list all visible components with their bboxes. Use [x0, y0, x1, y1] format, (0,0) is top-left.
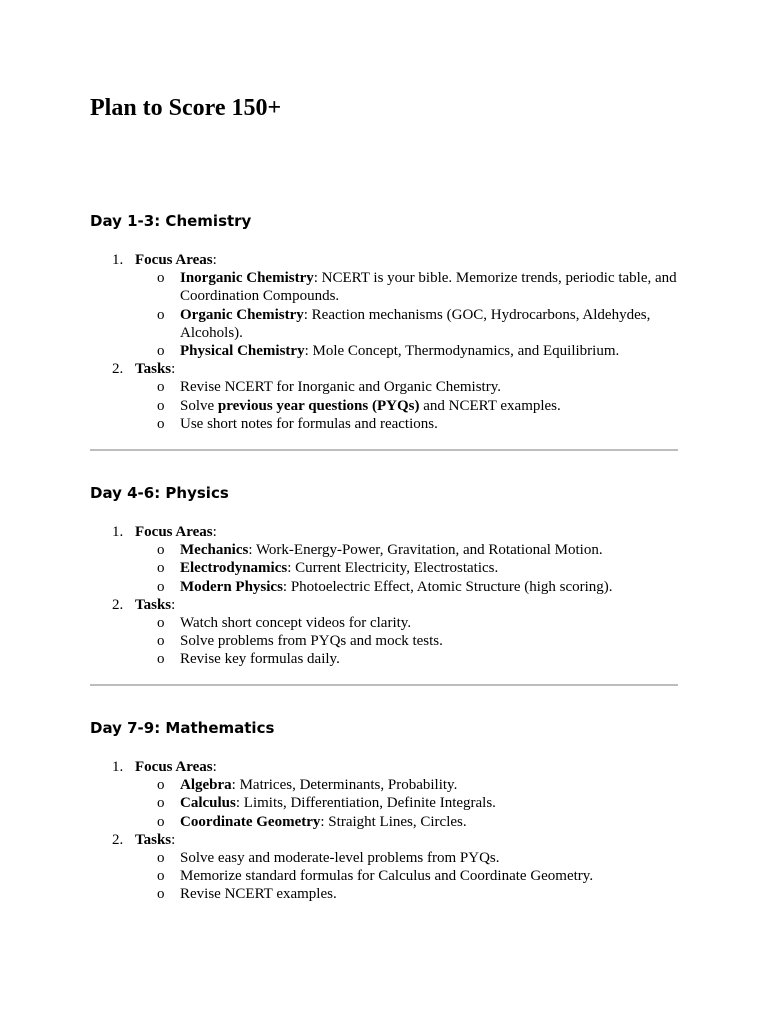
- bullet-marker: o: [157, 343, 165, 360]
- list-number: 1.: [112, 524, 124, 540]
- item-text: : Work-Energy-Power, Gravitation, and Rotational Motion.: [248, 542, 603, 559]
- list-item: [135, 849, 680, 867]
- item-text: : Current Electricity, Electrostatics.: [287, 560, 499, 577]
- item-text-post: and NCERT examples.: [419, 397, 561, 414]
- bullet-marker: o: [157, 379, 165, 396]
- tasks-label: Tasks: [135, 361, 172, 378]
- label-colon: :: [212, 252, 217, 268]
- item-text: Solve problems from PYQs and mock tests.: [180, 633, 443, 650]
- list-item: [135, 776, 680, 794]
- item-text: : Mole Concept, Thermodynamics, and Equilibrium.: [304, 343, 620, 360]
- bullet-marker: o: [157, 415, 165, 432]
- tasks-item: [90, 596, 680, 669]
- bullet-marker: o: [157, 397, 165, 414]
- label-colon: :: [171, 596, 176, 613]
- list-item: [135, 269, 680, 305]
- section-mathematics: [90, 715, 680, 904]
- item-text: Revise NCERT examples.: [180, 886, 337, 903]
- list-item: [135, 614, 680, 632]
- list-number: 2.: [112, 596, 124, 613]
- focus-areas-label: Focus Areas: [135, 252, 213, 268]
- item-text-pre: Solve: [180, 397, 218, 414]
- list-item: [135, 632, 680, 650]
- label-colon: :: [171, 361, 176, 378]
- focus-areas-item: [90, 251, 680, 360]
- list-number: 1.: [112, 252, 124, 268]
- section-heading: Day 4-6: Physics: [90, 484, 229, 502]
- tasks-item: [90, 831, 680, 904]
- item-text: Revise NCERT for Inorganic and Organic Chemistry.: [180, 379, 501, 396]
- section-list: [90, 251, 680, 433]
- item-text: : Photoelectric Effect, Atomic Structure (high scoring).: [282, 578, 613, 595]
- item-bold-text: Coordinate Geometry: [180, 813, 321, 830]
- tasks-label: Tasks: [135, 831, 172, 848]
- item-bold-text: Calculus: [180, 795, 236, 812]
- list-item: [135, 397, 680, 415]
- item-text: : Reaction mechanisms (GOC, Hydrocarbons, Aldehydes, Alcohols).: [180, 306, 651, 341]
- item-bold-text: Inorganic Chemistry: [180, 270, 314, 287]
- item-text: : Straight Lines, Circles.: [320, 813, 467, 830]
- list-item: [135, 885, 680, 903]
- tasks-list: [135, 614, 680, 669]
- item-bold-text: previous year questions (PYQs): [217, 397, 420, 414]
- item-text: Solve easy and moderate-level problems from PYQs.: [180, 850, 500, 867]
- list-item: [135, 342, 680, 360]
- list-item: [135, 650, 680, 668]
- bullet-marker: o: [157, 542, 165, 559]
- bullet-marker: o: [157, 886, 165, 903]
- focus-areas-list: [135, 541, 680, 596]
- bullet-marker: o: [157, 777, 165, 794]
- item-text: Revise key formulas daily.: [180, 651, 340, 668]
- focus-areas-list: [135, 269, 680, 360]
- section-chemistry: [90, 208, 680, 433]
- item-text: : Matrices, Determinants, Probability.: [231, 777, 458, 794]
- list-item: [135, 813, 680, 831]
- item-bold-text: Modern Physics: [180, 578, 283, 595]
- bullet-marker: o: [157, 850, 165, 867]
- bullet-marker: o: [157, 813, 165, 830]
- bullet-marker: o: [157, 270, 165, 287]
- item-text: Memorize standard formulas for Calculus and Coordinate Geometry.: [180, 868, 594, 885]
- list-number: 2.: [112, 361, 124, 378]
- section-list: [90, 523, 680, 669]
- focus-areas-list: [135, 776, 680, 831]
- bullet-marker: o: [157, 633, 165, 650]
- section-divider: [90, 449, 678, 451]
- bullet-marker: o: [157, 560, 165, 577]
- list-number: 1.: [112, 759, 124, 775]
- item-text: Use short notes for formulas and reactions.: [180, 415, 438, 432]
- list-item: [135, 578, 680, 596]
- bullet-marker: o: [157, 795, 165, 812]
- section-heading: Day 7-9: Mathematics: [90, 719, 275, 737]
- list-item: [135, 867, 680, 885]
- bullet-marker: o: [157, 868, 165, 885]
- focus-areas-label: Focus Areas: [135, 759, 213, 775]
- section-list: [90, 758, 680, 904]
- tasks-list: [135, 378, 680, 433]
- bullet-marker: o: [157, 578, 165, 595]
- document-title: Plan to Score 150+: [90, 95, 282, 121]
- list-item: [135, 794, 680, 812]
- item-bold-text: Mechanics: [180, 542, 249, 559]
- list-item: [135, 541, 680, 559]
- item-bold-text: Organic Chemistry: [180, 306, 304, 323]
- list-item: [135, 559, 680, 577]
- focus-areas-label: Focus Areas: [135, 524, 213, 540]
- section-physics: [90, 480, 680, 669]
- focus-areas-item: [90, 758, 680, 831]
- label-colon: :: [212, 524, 217, 540]
- item-text: : NCERT is your bible. Memorize trends, periodic table, and Coordination Compounds.: [180, 270, 677, 305]
- item-text: Watch short concept videos for clarity.: [180, 615, 412, 632]
- list-item: [135, 306, 680, 342]
- label-colon: :: [212, 759, 217, 775]
- list-item: [135, 378, 680, 396]
- item-bold-text: Physical Chemistry: [180, 343, 305, 360]
- item-text: : Limits, Differentiation, Definite Integrals.: [235, 795, 496, 812]
- list-number: 2.: [112, 831, 124, 848]
- tasks-item: [90, 360, 680, 433]
- item-bold-text: Algebra: [180, 777, 232, 794]
- bullet-marker: o: [157, 615, 165, 632]
- section-heading: Day 1-3: Chemistry: [90, 212, 252, 230]
- section-divider: [90, 684, 678, 686]
- tasks-list: [135, 849, 680, 904]
- tasks-label: Tasks: [135, 596, 172, 613]
- focus-areas-item: [90, 523, 680, 596]
- item-bold-text: Electrodynamics: [180, 560, 288, 577]
- bullet-marker: o: [157, 651, 165, 668]
- label-colon: :: [171, 831, 176, 848]
- bullet-marker: o: [157, 306, 165, 323]
- list-item: [135, 415, 680, 433]
